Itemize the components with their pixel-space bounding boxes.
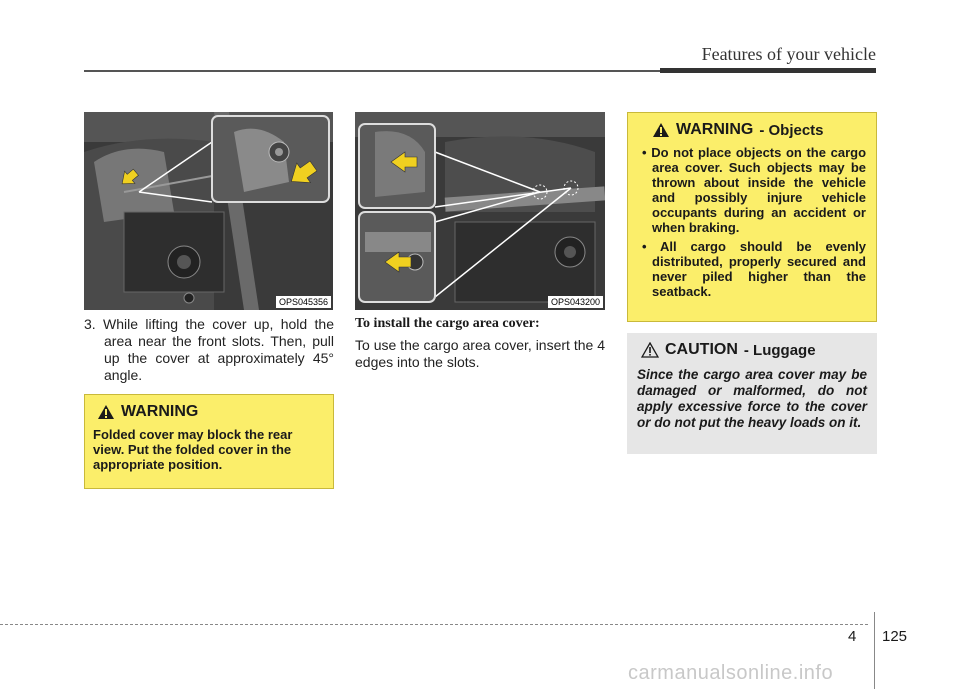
caution-heading [637,341,867,359]
warning-triangle-icon [652,122,670,138]
warning-title: WARNING [676,121,754,138]
warning-title: WARNING [121,403,199,420]
cargo-area-illustration [84,112,333,310]
warning-box-objects [627,112,877,322]
warning-triangle-icon [97,404,115,420]
instruction-step-3: 3. While lifting the cover up, hold the area near the front slots. Then, pull up the cover at approximately 45° angle. [84,316,334,383]
photo-cargo-cover-lift [84,112,333,310]
footer-rule [0,624,868,625]
photo-code: OPS045356 [276,296,331,308]
warning-list [638,145,866,299]
watermark: carmanualsonline.info [628,662,834,684]
photo-code: OPS043200 [548,296,603,308]
caution-text: Since the cargo area cover may be damaged or malformed, do not apply excessive force to the cover or do not put the heavy loads on it. [637,367,867,430]
warning-heading [638,121,866,139]
page-number: 125 [882,628,908,645]
warning-text: Folded cover may block the rear view. Put the folded cover in the appropriate position. [93,427,293,472]
warning-box-folded-cover [84,394,334,489]
footer-divider [874,612,875,689]
caution-subtitle: - Luggage [743,341,816,359]
warning-heading [93,403,325,421]
caution-triangle-icon [641,342,659,358]
install-heading: To install the cargo area cover: [355,316,540,331]
caution-title: CAUTION [665,341,738,358]
chapter-number: 4 [848,628,857,645]
caution-box-luggage [627,333,877,454]
list-item: • Do not place objects on the cargo area cover. Such objects may be thrown about inside the vehicle and possibly injure vehicle occupants during an accident or when braking. [642,145,867,235]
list-item: • All cargo should be evenly distributed, properly secured and never piled higher than the seatback. [642,239,866,299]
install-text: To use the cargo area cover, insert the 4 edges into the slots. [355,337,605,370]
section-title: Features of your vehicle [701,44,876,64]
photo-cargo-cover-install [355,112,605,310]
header-rule-accent [660,68,876,73]
warning-subtitle: - Objects [759,121,824,139]
cargo-cover-slots-illustration [355,112,605,310]
